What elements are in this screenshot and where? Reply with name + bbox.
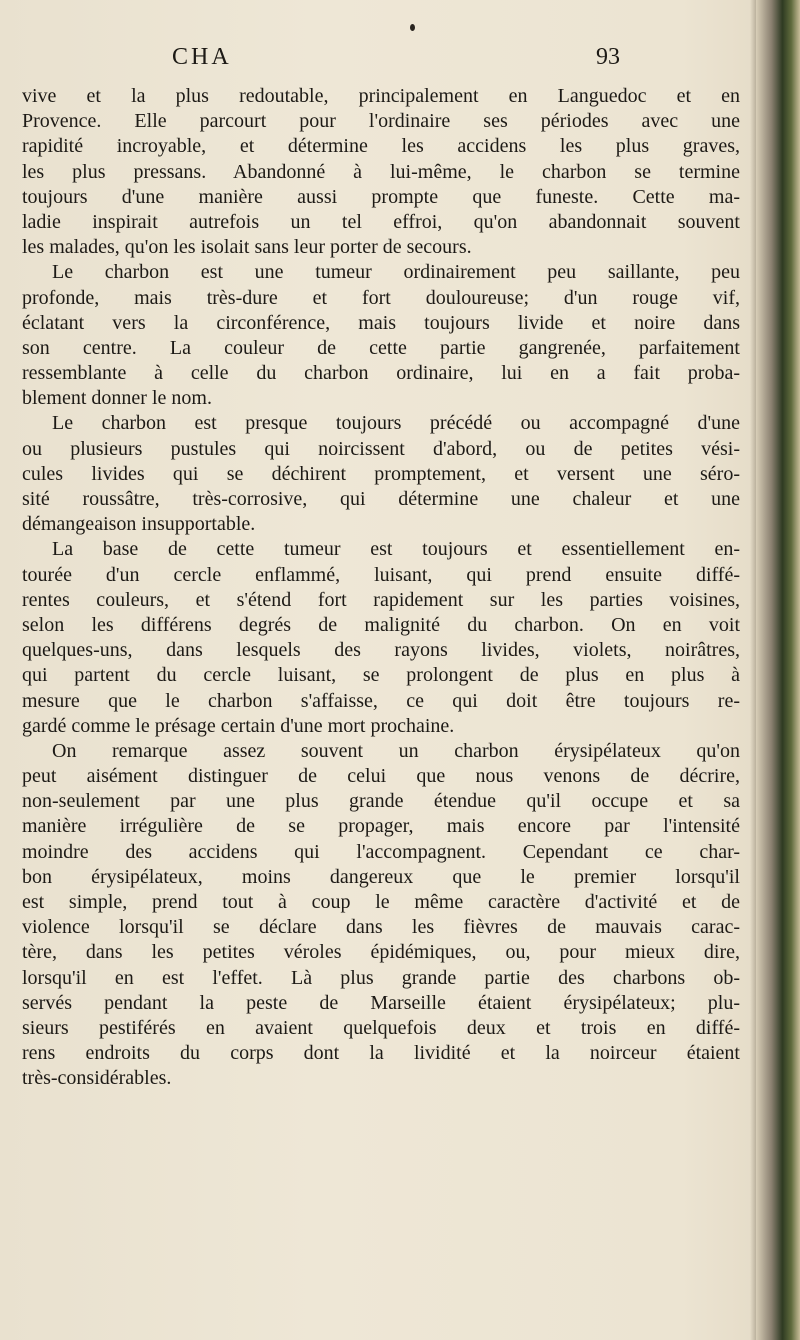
running-head-title: CHA <box>172 44 232 70</box>
text-line: violence lorsqu'il se déclare dans les fièvres de mauvais carac- <box>22 916 740 939</box>
text-line: démangeaison insupportable. <box>22 513 256 536</box>
text-line: lorsqu'il en est l'effet. Là plus grande partie des charbons ob- <box>22 966 740 989</box>
text-line: rapidité incroyable, et détermine les accidens les plus graves, <box>22 135 740 158</box>
text-line: sieurs pestiférés en avaient quelquefois deux et trois en diffé- <box>22 1016 740 1039</box>
text-line: tère, dans les petites véroles épidémiques, ou, pour mieux dire, <box>22 941 740 964</box>
body-text <box>22 84 740 1092</box>
text-line: Provence. Elle parcourt pour l'ordinaire ses périodes avec une <box>22 110 740 133</box>
text-line: gardé comme le présage certain d'une mort prochaine. <box>22 714 455 737</box>
text-line: les plus pressans. Abandonné à lui-même, le charbon se termine <box>22 160 740 183</box>
printers-ornament <box>410 24 415 31</box>
text-line: cules livides qui se déchirent promptement, et versent une séro- <box>22 462 740 485</box>
text-line: tourée d'un cercle enflammé, luisant, qui prend ensuite diffé- <box>22 563 740 586</box>
text-line: éclatant vers la circonférence, mais toujours livide et noire dans <box>22 311 740 334</box>
text-line: blement donner le nom. <box>22 387 212 410</box>
text-line: manière irrégulière de se propager, mais encore par l'intensité <box>22 815 740 838</box>
text-line: qui partent du cercle luisant, se prolongent de plus en plus à <box>22 664 740 687</box>
text-line: les malades, qu'on les isolait sans leur porter de secours. <box>22 236 472 259</box>
running-head <box>60 44 620 74</box>
text-line: rentes couleurs, et s'étend fort rapidement sur les parties voisines, <box>22 588 740 611</box>
text-line: profonde, mais très-dure et fort douloureuse; d'un rouge vif, <box>22 286 740 309</box>
text-line: peut aisément distinguer de celui que nous venons de décrire, <box>22 765 740 788</box>
text-line: sité roussâtre, très-corrosive, qui détermine une chaleur et une <box>22 488 740 510</box>
text-line: ou plusieurs pustules qui noircissent d'abord, ou de petites vési- <box>22 437 740 460</box>
text-line: Le charbon est une tumeur ordinairement peu saillante, peu <box>52 261 740 284</box>
text-line: toujours d'une manière aussi prompte que funeste. Cette ma- <box>22 185 740 208</box>
text-line: On remarque assez souvent un charbon érysipélateux qu'on <box>52 739 740 762</box>
text-line: ladie inspirait autrefois un tel effroi, qu'on abandonnait souvent <box>22 210 740 233</box>
text-line: son centre. La couleur de cette partie gangrenée, parfaitement <box>22 336 740 359</box>
text-line: La base de cette tumeur est toujours et essentiellement en- <box>52 538 740 561</box>
book-binding-edge <box>756 0 800 1340</box>
text-line: rens endroits du corps dont la lividité et la noirceur étaient <box>22 1042 740 1065</box>
text-line: bon érysipélateux, moins dangereux que le premier lorsqu'il <box>22 865 740 888</box>
text-line: servés pendant la peste de Marseille étaient érysipélateux; plu- <box>22 991 740 1014</box>
text-line: vive et la plus redoutable, principalement en Languedoc et en <box>22 85 740 107</box>
text-line: selon les différens degrés de malignité du charbon. On en voit <box>22 613 740 636</box>
text-line: moindre des accidens qui l'accompagnent. Cependant ce char- <box>22 840 740 863</box>
text-line: est simple, prend tout à coup le même caractère d'activité et de <box>22 891 740 913</box>
page-number: 93 <box>596 44 620 70</box>
text-line: Le charbon est presque toujours précédé ou accompagné d'une <box>52 412 740 435</box>
text-line: non-seulement par une plus grande étendue qu'il occupe et sa <box>22 790 740 813</box>
text-line: mesure que le charbon s'affaisse, ce qui doit être toujours re- <box>22 689 740 712</box>
text-line: quelques-uns, dans lesquels des rayons livides, violets, noirâtres, <box>22 639 740 662</box>
text-line: très-considérables. <box>22 1067 172 1090</box>
text-line: ressemblante à celle du charbon ordinaire, lui en a fait proba- <box>22 362 740 385</box>
